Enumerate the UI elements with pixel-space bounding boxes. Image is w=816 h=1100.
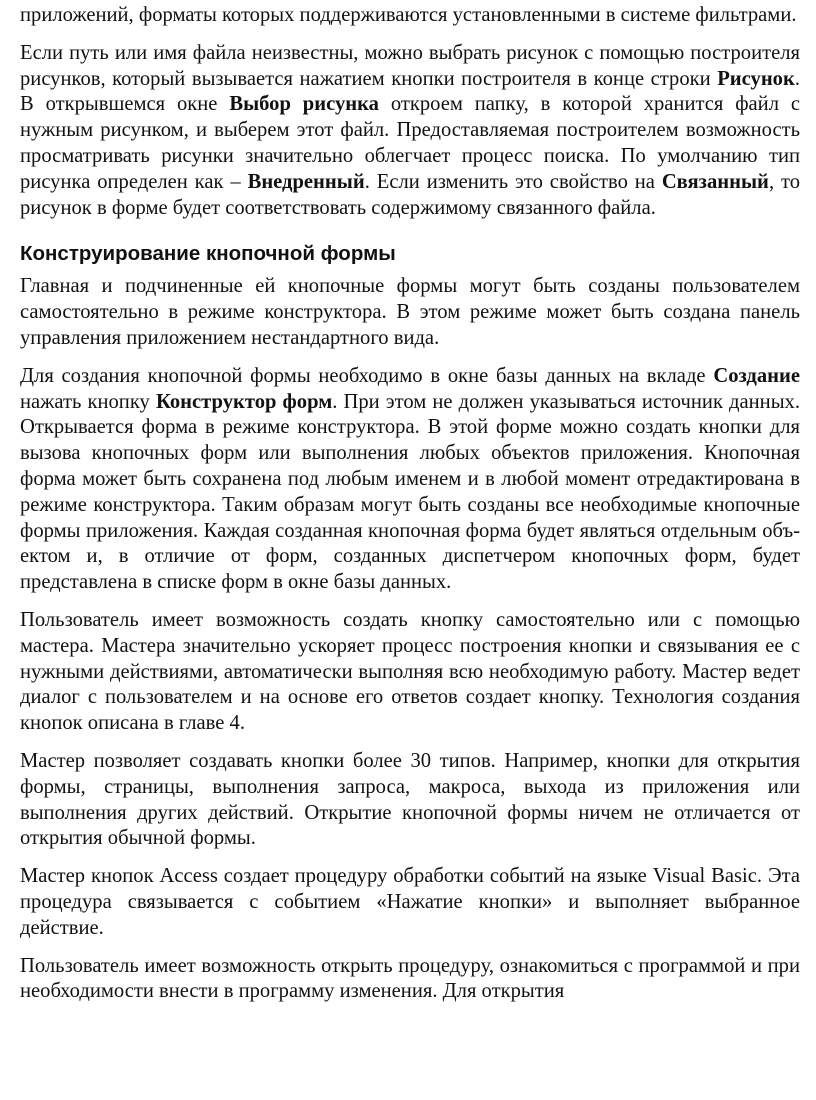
paragraph bbox=[20, 41, 800, 222]
text-run: Если путь или имя файла неизвестны, можно выбрать рисунок с помощью построителя рисунков, который вызывается нажатием кнопки построителя в конце строки bbox=[20, 41, 800, 90]
bold-term: Выбор рисунка bbox=[229, 93, 379, 116]
bold-term: Внедренный bbox=[247, 170, 365, 193]
text-run: откроем папку, в которой хранится файл с нужным рисунком, и выберем этот файл. Предоставляемая построителем возможность просматривать рисунки значительно облегчает процесс поиска. По умолчанию тип рисунка определен как – bbox=[20, 93, 800, 193]
text-run: . В открывшемся окне bbox=[20, 67, 800, 116]
text-run: , то рисунок в форме будет соответствовать содержимому связанного файла. bbox=[20, 170, 800, 219]
paragraph bbox=[20, 274, 800, 351]
paragraph bbox=[20, 864, 800, 941]
paragraph bbox=[20, 954, 800, 1006]
paragraph bbox=[20, 364, 800, 596]
text-run: Мастер кнопок Access создает процедуру обработки событий на языке Visual Basic. Эта процедура связывается с событием «Нажатие кнопки» и выполняет выбранное действие. bbox=[20, 865, 800, 939]
document-page bbox=[20, 3, 800, 1017]
text-run: Для создания кнопочной формы необходимо в окне базы данных на вкладе bbox=[20, 364, 714, 387]
bold-term: Рисунок bbox=[717, 67, 795, 90]
text-run: Мастер позволяет создавать кнопки более 30 типов. Например, кнопки для открытия формы, страницы, выполнения запроса, макроса, выхода из приложения или выполнения других действий. Открытие кнопочной формы ничем не отличается от открытия обычной формы. bbox=[20, 749, 800, 850]
text-run: . Если изменить это свойство на bbox=[364, 170, 662, 193]
paragraph bbox=[20, 608, 800, 737]
bold-term: Создание bbox=[713, 364, 800, 387]
paragraph bbox=[20, 749, 800, 852]
text-run: нажать кнопку bbox=[20, 390, 156, 413]
text-run: Главная и подчиненные ей кнопочные формы могут быть созданы пользователем самостоятельно в режиме конструктора. В этом режиме может быть создана панель управления приложением нестандартного вида. bbox=[20, 275, 800, 349]
text-run: Пользователь имеет возможность создать кнопку самостоятельно или с помощью мастера. Мастера значительно ускоряет процесс построения кнопки и связывания ее с нужными действиями, автоматически выполняя всю необходимую работу. Мастер ведет диалог с пользователем и на основе его ответов создает кнопку. Технология создания кнопок описана в главе 4. bbox=[20, 608, 800, 735]
paragraphs-before-heading bbox=[20, 3, 800, 221]
text-run: Пользователь имеет возможность открыть процедуру, ознакомиться с программой и при необходимости внести в программу изменения. Для открытия bbox=[20, 954, 800, 1003]
text-run: . При этом не должен указываться источник данных. Открывается форма в режиме конструктора. В этой форме можно создать кнопки для вызова кнопочных форм или выполнения любых объектов приложения. Кнопочная форма может быть сохранена под любым именем и в любой момент отредактирована в режиме конструктора. Таким образам могут быть созданы все необходимые кнопочные формы приложения. Каждая созданная кнопочная форма будет являться отдельным объектом и, в отличие от форм, созданных диспетчером кнопочных форм, будет представлена в списке форм в окне базы данных. bbox=[20, 390, 800, 594]
bold-term: Конструктор форм bbox=[155, 390, 333, 413]
paragraphs-after-heading bbox=[20, 274, 800, 1005]
text-run: приложений, форматы которых поддерживаются установленными в системе фильтрами. bbox=[20, 4, 797, 26]
section-heading: Конструирование кнопочной формы bbox=[20, 242, 396, 266]
bold-term: Связанный bbox=[661, 170, 769, 193]
paragraph bbox=[20, 3, 800, 29]
